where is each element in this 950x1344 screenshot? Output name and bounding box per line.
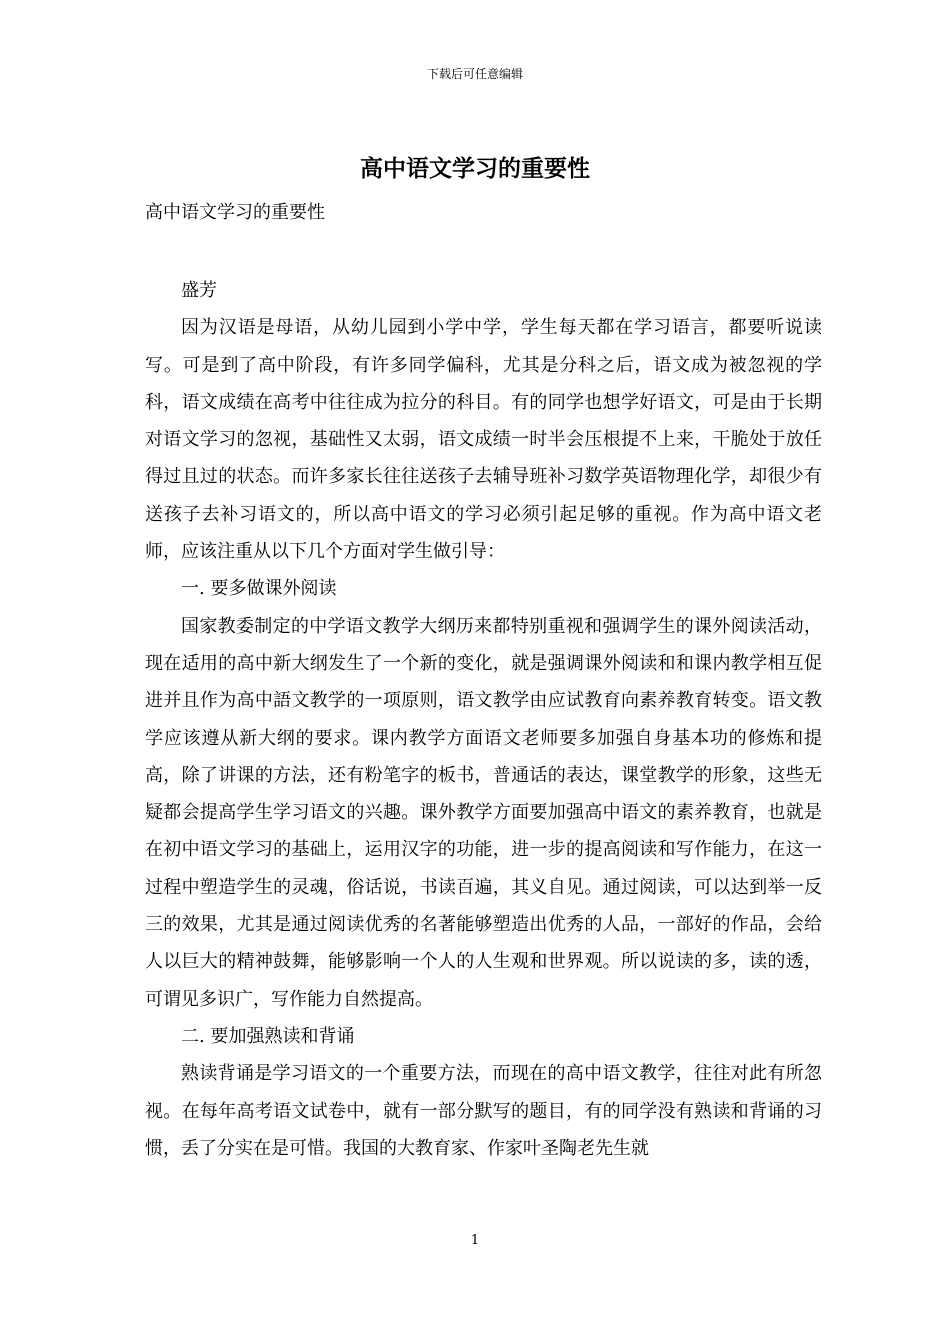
section-heading-2: 二. 要加强熟读和背诵 [181, 1025, 355, 1047]
header-note: 下载后可任意编辑 [426, 67, 523, 81]
document-title: 高中语文学习的重要性 [360, 155, 590, 182]
document-body [145, 272, 822, 1167]
paragraph-intro: 因为汉语是母语，从幼儿园到小学中学，学生每天都在学习语言，都要听说读写。可是到了高中阶段，有许多同学偏科，尤其是分科之后，语文成为被忽视的学科，语文成绩在高考中往往成为拉分的科目。有的同学也想学好语文，可是由于长期对语文学习的忽视，基础性又太弱，语文成绩一时半会压根提不上来，干脆处于放任得过且过的状态。而许多家长往往送孩子去辅导班补习数学英语物理化学，却很少有送孩子去补习语文的，所以高中语文的学习必须引起足够的重视。作为高中语文老师，应该注重从以下几个方面对学生做引导： [145, 317, 822, 563]
section-heading-1: 一. 要多做课外阅读 [181, 578, 337, 600]
author-name: 盛芳 [181, 280, 217, 301]
paragraph-reading: 国家教委制定的中学语文教学大纲历来都特别重视和强调学生的课外阅读活动，现在适用的高中新大纲发生了一个新的变化，就是强调课外阅读和和课内教学相互促进并且作为高中語文教学的一项原则，语文教学由应试教育向素养教育转变。语文教学应该遵从新大纲的要求。课内教学方面语文老师要多加强自身基本功的修炼和提高，除了讲课的方法，还有粉笔字的板书，普通话的表达，课堂教学的形象，这些无疑都会提高学生学习语文的兴趣。课外教学方面要加强高中语文的素养教育，也就是在初中语文学习的基础上，运用汉字的功能，进一步的提高阅读和写作能力，在这一过程中塑造学生的灵魂，俗话说，书读百遍，其义自见。通过阅读，可以达到举一反三的效果，尤其是通过阅读优秀的名著能够塑造出优秀的人品，一部好的作品，会给人以巨大的精神鼓舞，能够影响一个人的人生观和世界观。所以说读的多，读的透，可谓见多识广，写作能力自然提高。 [145, 615, 822, 1010]
paragraph-recitation: 熟读背诵是学习语文的一个重要方法，而现在的高中语文教学，往往对此有所忽视。在每年高考语文试卷中，就有一部分默写的题目，有的同学没有熟读和背诵的习惯，丢了分实在是可惜。我国的大教育家、作家叶圣陶老先生就 [145, 1063, 822, 1159]
document-subtitle: 高中语文学习的重要性 [145, 202, 325, 223]
page-number: 1 [470, 1233, 480, 1248]
